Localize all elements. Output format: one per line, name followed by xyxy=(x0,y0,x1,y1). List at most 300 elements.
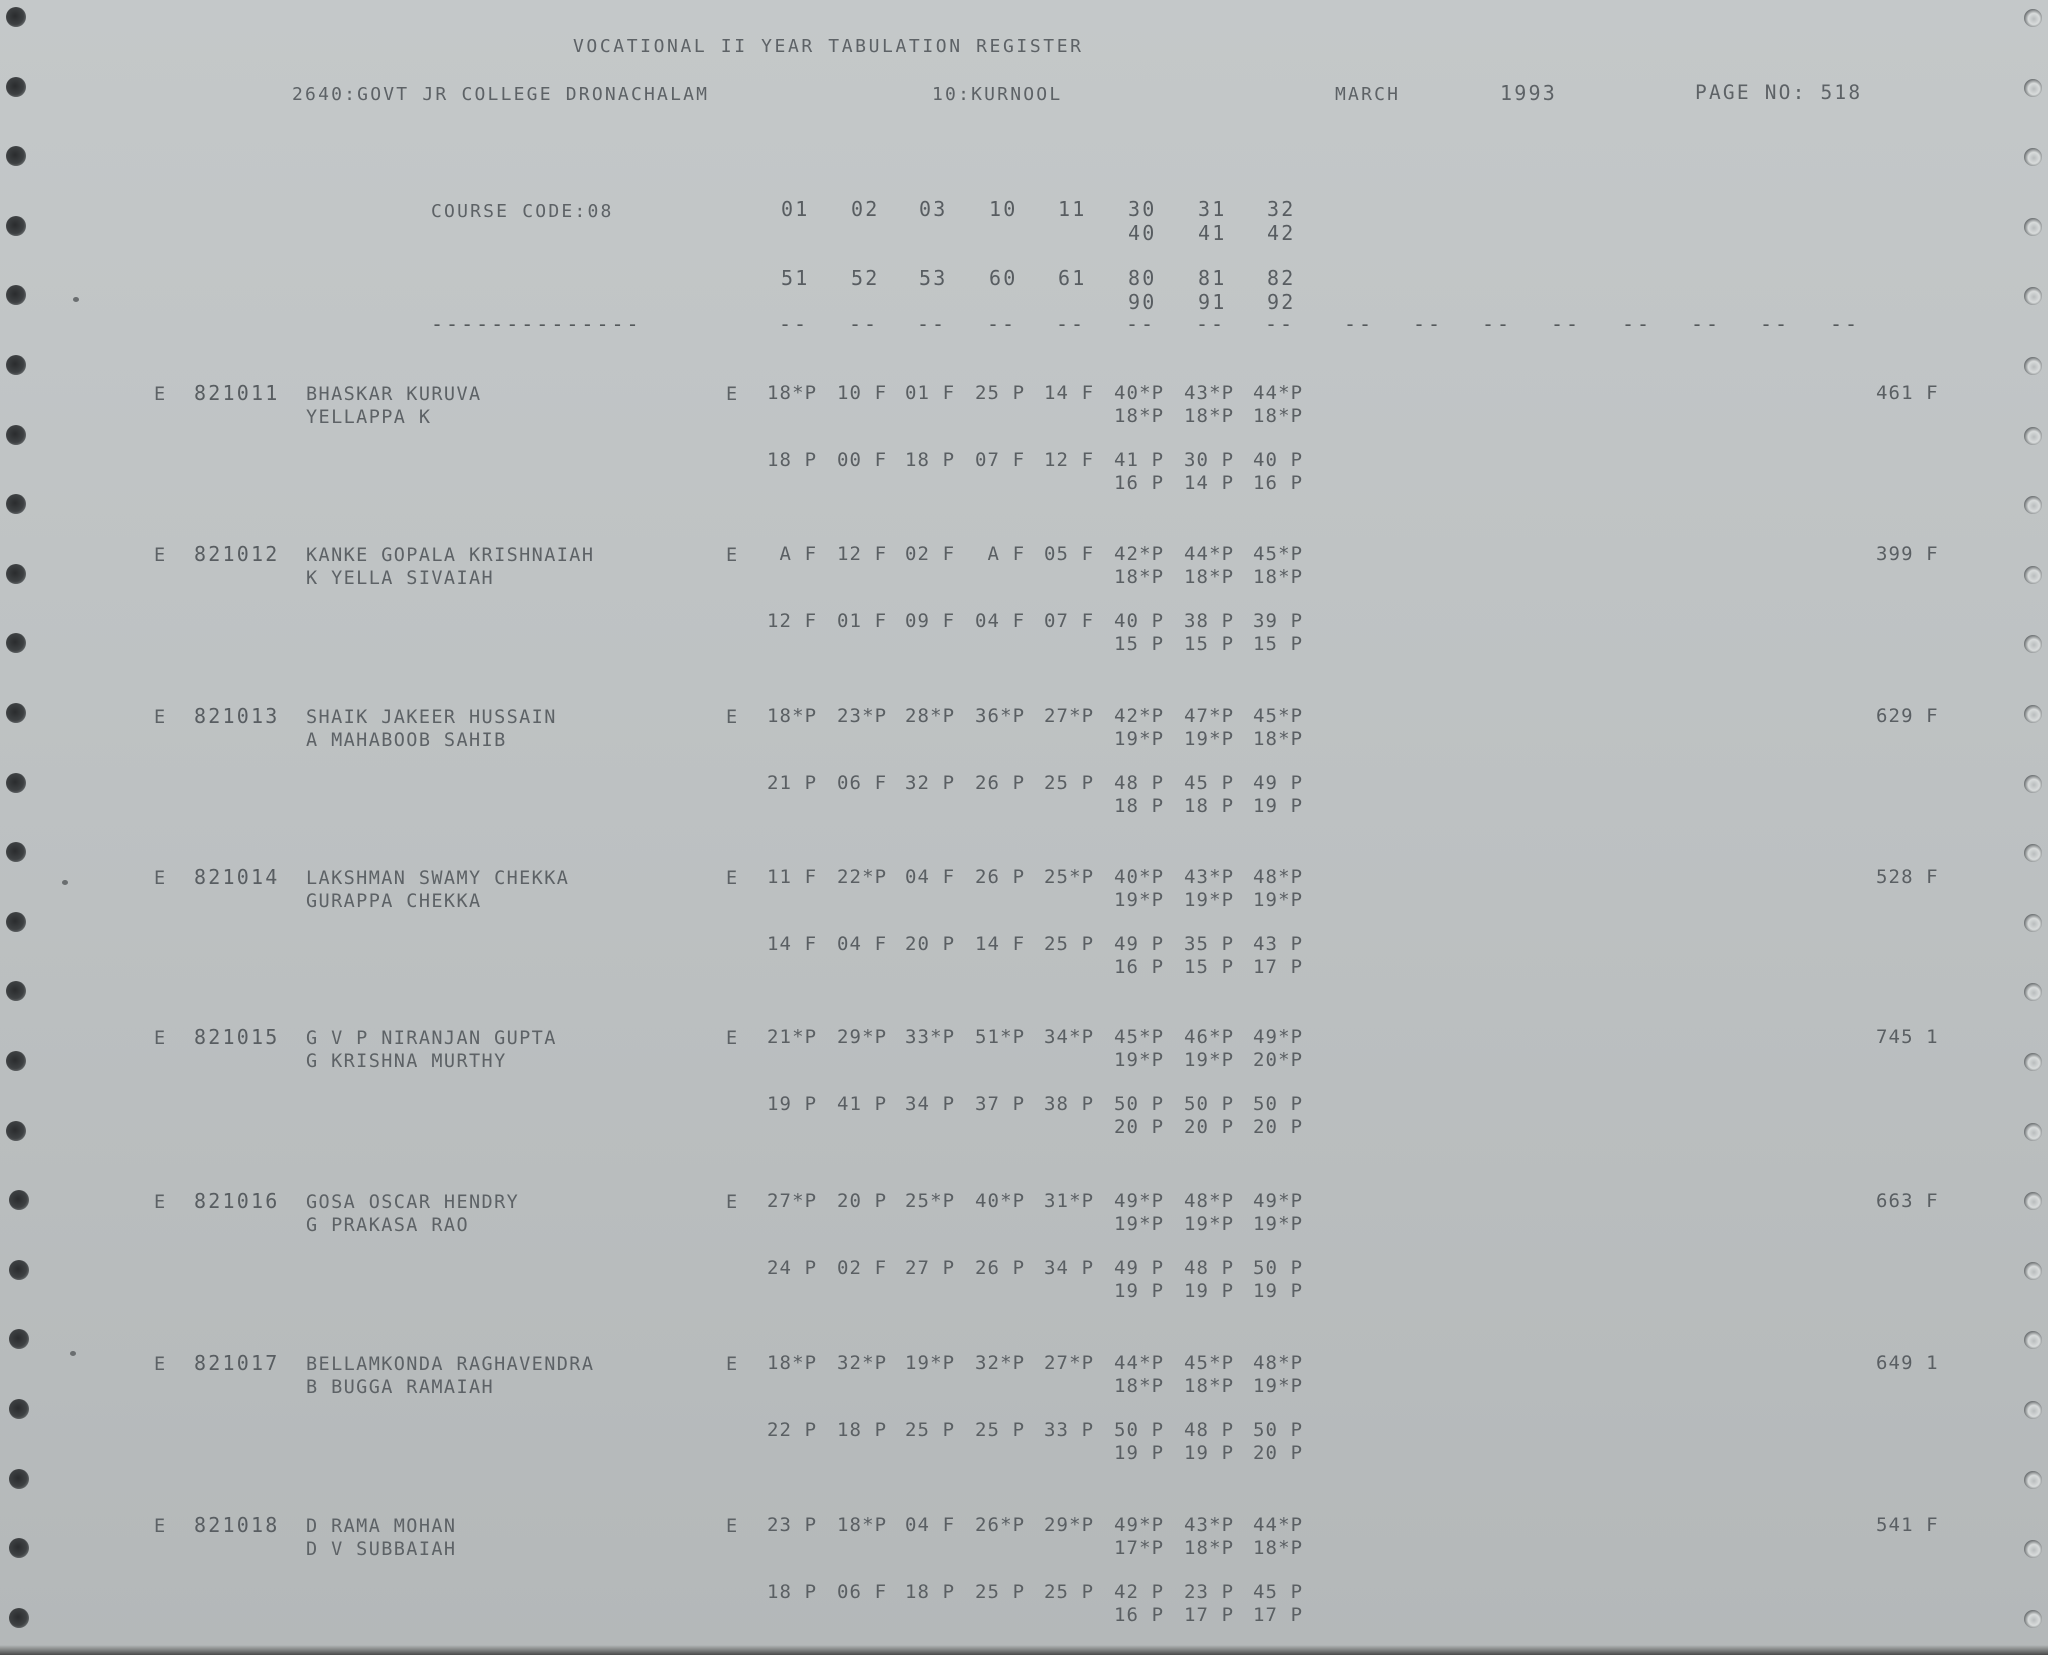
feed-hole xyxy=(6,1051,26,1071)
mark-cell: 49*P xyxy=(1253,1190,1304,1212)
feed-hole xyxy=(2024,1610,2042,1628)
mark-cell: 12 F xyxy=(767,610,818,632)
mark-cell: 19*P xyxy=(1114,1049,1165,1071)
mark-cell: 49 P xyxy=(1253,772,1304,794)
student-name: GOSA OSCAR HENDRY xyxy=(306,1192,520,1213)
feed-hole xyxy=(2024,218,2042,236)
feed-hole xyxy=(2024,427,2042,445)
mark-cell: 40*P xyxy=(975,1190,1026,1212)
mark-cell: 19*P xyxy=(1184,728,1235,750)
mark-cell: 18 P xyxy=(837,1419,888,1441)
mark-cell: 33 P xyxy=(1044,1419,1095,1441)
mark-cell: 32*P xyxy=(975,1352,1026,1374)
mark-cell: 20 P xyxy=(1184,1116,1235,1138)
course-subject-code: 40 xyxy=(1128,221,1157,245)
mark-cell: 18*P xyxy=(1184,1537,1235,1559)
mark-cell: 23 P xyxy=(1184,1581,1235,1603)
column-separator: -- xyxy=(917,312,948,336)
column-separator: -- xyxy=(1622,312,1653,336)
medium-code: E xyxy=(726,384,739,405)
result-flag: E xyxy=(154,1516,167,1537)
mark-cell: 20 P xyxy=(905,933,956,955)
mark-cell: 49 P xyxy=(1114,933,1165,955)
mark-cell: 38 P xyxy=(1184,610,1235,632)
feed-hole xyxy=(6,703,26,723)
mark-cell: 27 P xyxy=(905,1257,956,1279)
mark-cell: 46*P xyxy=(1184,1026,1235,1048)
feed-hole xyxy=(9,1260,29,1280)
mark-cell: 40 P xyxy=(1253,449,1304,471)
mark-cell: 36*P xyxy=(975,705,1026,727)
roll-number: 821013 xyxy=(194,704,280,728)
father-name: B BUGGA RAMAIAH xyxy=(306,1377,495,1398)
mark-cell: 42*P xyxy=(1114,705,1165,727)
mark-cell: 25 P xyxy=(975,1419,1026,1441)
mark-cell: 19 P xyxy=(1184,1280,1235,1302)
course-subject-code: 30 xyxy=(1128,197,1157,221)
mark-cell: 25*P xyxy=(1044,866,1095,888)
mark-cell: 38 P xyxy=(1044,1093,1095,1115)
course-subject-code: 90 xyxy=(1128,290,1157,314)
mark-cell: 50 P xyxy=(1114,1093,1165,1115)
mark-cell: 49*P xyxy=(1114,1514,1165,1536)
mark-cell: 44*P xyxy=(1253,382,1304,404)
feed-hole xyxy=(6,77,26,97)
mark-cell: 50 P xyxy=(1114,1419,1165,1441)
column-separator: -- xyxy=(1691,312,1722,336)
mark-cell: 19*P xyxy=(1114,889,1165,911)
feed-hole xyxy=(2024,1262,2042,1280)
feed-hole xyxy=(2024,1401,2042,1419)
medium-code: E xyxy=(726,1354,739,1375)
mark-cell: 18 P xyxy=(905,449,956,471)
mark-cell: 12 F xyxy=(1044,449,1095,471)
result-flag: E xyxy=(154,384,167,405)
mark-cell: 20 P xyxy=(1114,1116,1165,1138)
student-name: G V P NIRANJAN GUPTA xyxy=(306,1028,557,1049)
mark-cell: 19*P xyxy=(1253,1375,1304,1397)
roll-number: 821018 xyxy=(194,1513,280,1537)
column-separator: -- xyxy=(849,312,880,336)
course-subject-code: 01 xyxy=(781,197,810,221)
feed-hole xyxy=(9,1329,29,1349)
mark-cell: 18*P xyxy=(767,705,818,727)
mark-cell: 14 P xyxy=(1184,472,1235,494)
course-underline: -------------- xyxy=(431,312,642,336)
mark-cell: 16 P xyxy=(1253,472,1304,494)
mark-cell: 19 P xyxy=(1253,795,1304,817)
total-marks: 541 F xyxy=(1876,1514,1939,1536)
mark-cell: 19*P xyxy=(1253,1213,1304,1235)
column-separator: -- xyxy=(1265,312,1296,336)
mark-cell: 19*P xyxy=(1253,889,1304,911)
mark-cell: 01 F xyxy=(837,610,888,632)
feed-hole xyxy=(2024,775,2042,793)
total-marks: 629 F xyxy=(1876,705,1939,727)
column-separator: -- xyxy=(1830,312,1861,336)
mark-cell: 39 P xyxy=(1253,610,1304,632)
course-subject-code: 03 xyxy=(919,197,948,221)
course-subject-code: 52 xyxy=(851,266,880,290)
course-subject-code: 51 xyxy=(781,266,810,290)
mark-cell: 19*P xyxy=(1114,1213,1165,1235)
total-marks: 663 F xyxy=(1876,1190,1939,1212)
medium-code: E xyxy=(726,1192,739,1213)
mark-cell: 17 P xyxy=(1184,1604,1235,1626)
mark-cell: 50 P xyxy=(1184,1093,1235,1115)
student-name: LAKSHMAN SWAMY CHEKKA xyxy=(306,868,570,889)
feed-hole xyxy=(2024,705,2042,723)
mark-cell: 18*P xyxy=(1253,405,1304,427)
course-code: COURSE CODE:08 xyxy=(431,201,614,222)
feed-hole xyxy=(6,7,26,27)
mark-cell: 21 P xyxy=(767,772,818,794)
mark-cell: 25*P xyxy=(905,1190,956,1212)
father-name: K YELLA SIVAIAH xyxy=(306,568,495,589)
mark-cell: 11 F xyxy=(767,866,818,888)
paper-speck xyxy=(62,880,68,885)
mark-cell: 43*P xyxy=(1184,382,1235,404)
feed-hole xyxy=(6,285,26,305)
mark-cell: 27*P xyxy=(767,1190,818,1212)
column-separator: -- xyxy=(779,312,810,336)
mark-cell: 18 P xyxy=(1184,795,1235,817)
column-separator: -- xyxy=(1126,312,1157,336)
mark-cell: 26 P xyxy=(975,1257,1026,1279)
mark-cell: 25 P xyxy=(905,1419,956,1441)
mark-cell: 48 P xyxy=(1184,1419,1235,1441)
course-subject-code: 31 xyxy=(1198,197,1227,221)
mark-cell: 24 P xyxy=(767,1257,818,1279)
mark-cell: 32 P xyxy=(905,772,956,794)
feed-hole xyxy=(2024,566,2042,584)
mark-cell: 40*P xyxy=(1114,866,1165,888)
mark-cell: 18*P xyxy=(1114,405,1165,427)
father-name: G KRISHNA MURTHY xyxy=(306,1051,507,1072)
mark-cell: 15 P xyxy=(1184,633,1235,655)
mark-cell: 15 P xyxy=(1253,633,1304,655)
course-subject-code: 11 xyxy=(1058,197,1087,221)
feed-hole xyxy=(6,355,26,375)
mark-cell: 02 F xyxy=(905,543,956,565)
mark-cell: 18*P xyxy=(767,1352,818,1374)
mark-cell: 25 P xyxy=(1044,933,1095,955)
page-number: PAGE NO: 518 xyxy=(1695,81,1863,104)
mark-cell: 18*P xyxy=(1114,1375,1165,1397)
mark-cell: 14 F xyxy=(767,933,818,955)
mark-cell: 25 P xyxy=(975,1581,1026,1603)
mark-cell: 43*P xyxy=(1184,866,1235,888)
student-name: D RAMA MOHAN xyxy=(306,1516,457,1537)
mark-cell: 22*P xyxy=(837,866,888,888)
father-name: A MAHABOOB SAHIB xyxy=(306,730,507,751)
exam-year: 1993 xyxy=(1500,81,1557,105)
mark-cell: 42*P xyxy=(1114,543,1165,565)
mark-cell: 09 F xyxy=(905,610,956,632)
mark-cell: 26*P xyxy=(975,1514,1026,1536)
mark-cell: 14 F xyxy=(975,933,1026,955)
feed-hole xyxy=(2024,9,2042,27)
mark-cell: 19*P xyxy=(1184,889,1235,911)
mark-cell: 17 P xyxy=(1253,956,1304,978)
medium-code: E xyxy=(726,868,739,889)
mark-cell: 34*P xyxy=(1044,1026,1095,1048)
mark-cell: 07 F xyxy=(1044,610,1095,632)
feed-hole xyxy=(2024,635,2042,653)
mark-cell: 44*P xyxy=(1114,1352,1165,1374)
total-marks: 461 F xyxy=(1876,382,1939,404)
feed-hole xyxy=(6,1121,26,1141)
feed-hole xyxy=(9,1190,29,1210)
mark-cell: 06 F xyxy=(837,1581,888,1603)
feed-hole xyxy=(9,1608,29,1628)
mark-cell: 19*P xyxy=(1114,728,1165,750)
mark-cell: 25 P xyxy=(1044,1581,1095,1603)
mark-cell: 19 P xyxy=(767,1093,818,1115)
feed-hole xyxy=(6,564,26,584)
mark-cell: 19*P xyxy=(1184,1049,1235,1071)
mark-cell: 19 P xyxy=(1253,1280,1304,1302)
feed-hole xyxy=(2024,79,2042,97)
feed-hole xyxy=(6,633,26,653)
feed-hole xyxy=(9,1469,29,1489)
roll-number: 821012 xyxy=(194,542,280,566)
mark-cell: 31*P xyxy=(1044,1190,1095,1212)
feed-hole xyxy=(6,146,26,166)
mark-cell: 20 P xyxy=(1253,1442,1304,1464)
mark-cell: 27*P xyxy=(1044,705,1095,727)
mark-cell: 04 F xyxy=(905,1514,956,1536)
mark-cell: 37 P xyxy=(975,1093,1026,1115)
mark-cell: 16 P xyxy=(1114,956,1165,978)
mark-cell: 18*P xyxy=(1184,1375,1235,1397)
mark-cell: 25 P xyxy=(975,382,1026,404)
mark-cell: 27*P xyxy=(1044,1352,1095,1374)
column-separator: -- xyxy=(1413,312,1444,336)
mark-cell: 17 P xyxy=(1253,1604,1304,1626)
feed-hole xyxy=(6,912,26,932)
mark-cell: 02 F xyxy=(837,1257,888,1279)
mark-cell: 05 F xyxy=(1044,543,1095,565)
feed-hole xyxy=(6,425,26,445)
mark-cell: 07 F xyxy=(975,449,1026,471)
column-separator: -- xyxy=(1760,312,1791,336)
mark-cell: 47*P xyxy=(1184,705,1235,727)
medium-code: E xyxy=(726,1028,739,1049)
mark-cell: 32*P xyxy=(837,1352,888,1374)
mark-cell: 51*P xyxy=(975,1026,1026,1048)
course-subject-code: 42 xyxy=(1267,221,1296,245)
mark-cell: 43 P xyxy=(1253,933,1304,955)
mark-cell: 48*P xyxy=(1253,1352,1304,1374)
mark-cell: A F xyxy=(767,543,818,565)
mark-cell: 35 P xyxy=(1184,933,1235,955)
column-separator: -- xyxy=(1344,312,1375,336)
mark-cell: 20*P xyxy=(1253,1049,1304,1071)
result-flag: E xyxy=(154,545,167,566)
mark-cell: 18*P xyxy=(837,1514,888,1536)
mark-cell: 25 P xyxy=(1044,772,1095,794)
feed-hole xyxy=(2024,844,2042,862)
feed-hole xyxy=(9,1538,29,1558)
mark-cell: 48*P xyxy=(1184,1190,1235,1212)
mark-cell: 04 F xyxy=(975,610,1026,632)
mark-cell: 19*P xyxy=(905,1352,956,1374)
mark-cell: 50 P xyxy=(1253,1419,1304,1441)
roll-number: 821016 xyxy=(194,1189,280,1213)
course-subject-code: 41 xyxy=(1198,221,1227,245)
feed-hole xyxy=(2024,983,2042,1001)
mark-cell: 34 P xyxy=(905,1093,956,1115)
mark-cell: 18*P xyxy=(1253,1537,1304,1559)
feed-hole xyxy=(2024,287,2042,305)
roll-number: 821014 xyxy=(194,865,280,889)
father-name: D V SUBBAIAH xyxy=(306,1539,457,1560)
mark-cell: 49*P xyxy=(1253,1026,1304,1048)
mark-cell: 23*P xyxy=(837,705,888,727)
result-flag: E xyxy=(154,1192,167,1213)
column-separator: -- xyxy=(1551,312,1582,336)
medium-code: E xyxy=(726,707,739,728)
mark-cell: 22 P xyxy=(767,1419,818,1441)
roll-number: 821015 xyxy=(194,1025,280,1049)
medium-code: E xyxy=(726,545,739,566)
course-subject-code: 91 xyxy=(1198,290,1227,314)
mark-cell: 26 P xyxy=(975,772,1026,794)
mark-cell: 45*P xyxy=(1253,543,1304,565)
result-flag: E xyxy=(154,1354,167,1375)
mark-cell: 18*P xyxy=(1253,728,1304,750)
course-subject-code: 60 xyxy=(989,266,1018,290)
exam-month: MARCH xyxy=(1335,84,1401,105)
mark-cell: 20 P xyxy=(1253,1116,1304,1138)
mark-cell: 20 P xyxy=(837,1190,888,1212)
result-flag: E xyxy=(154,868,167,889)
mark-cell: 18 P xyxy=(1114,795,1165,817)
feed-hole xyxy=(9,1399,29,1419)
medium-code: E xyxy=(726,1516,739,1537)
mark-cell: 44*P xyxy=(1184,543,1235,565)
feed-hole xyxy=(2024,1331,2042,1349)
result-flag: E xyxy=(154,707,167,728)
feed-hole xyxy=(2024,1192,2042,1210)
mark-cell: 40*P xyxy=(1114,382,1165,404)
mark-cell: 18 P xyxy=(767,449,818,471)
paper-speck xyxy=(70,1351,76,1356)
mark-cell: 34 P xyxy=(1044,1257,1095,1279)
feed-hole xyxy=(6,494,26,514)
mark-cell: 01 F xyxy=(905,382,956,404)
mark-cell: 18*P xyxy=(1184,566,1235,588)
mark-cell: 48*P xyxy=(1253,866,1304,888)
course-subject-code: 53 xyxy=(919,266,948,290)
mark-cell: 48 P xyxy=(1114,772,1165,794)
mark-cell: 45*P xyxy=(1184,1352,1235,1374)
student-name: KANKE GOPALA KRISHNAIAH xyxy=(306,545,595,566)
mark-cell: 15 P xyxy=(1184,956,1235,978)
feed-hole xyxy=(2024,148,2042,166)
mark-cell: 00 F xyxy=(837,449,888,471)
mark-cell: 14 F xyxy=(1044,382,1095,404)
mark-cell: 23 P xyxy=(767,1514,818,1536)
student-name: BHASKAR KURUVA xyxy=(306,384,482,405)
course-subject-code: 10 xyxy=(989,197,1018,221)
course-subject-code: 61 xyxy=(1058,266,1087,290)
mark-cell: 41 P xyxy=(1114,449,1165,471)
mark-cell: 04 F xyxy=(905,866,956,888)
mark-cell: 19 P xyxy=(1184,1442,1235,1464)
mark-cell: 06 F xyxy=(837,772,888,794)
mark-cell: 18 P xyxy=(767,1581,818,1603)
mark-cell: 29*P xyxy=(1044,1514,1095,1536)
mark-cell: 26 P xyxy=(975,866,1026,888)
mark-cell: 18*P xyxy=(767,382,818,404)
mark-cell: 17*P xyxy=(1114,1537,1165,1559)
roll-number: 821017 xyxy=(194,1351,280,1375)
column-separator: -- xyxy=(987,312,1018,336)
mark-cell: 18*P xyxy=(1253,566,1304,588)
student-name: BELLAMKONDA RAGHAVENDRA xyxy=(306,1354,595,1375)
mark-cell: 41 P xyxy=(837,1093,888,1115)
column-separator: -- xyxy=(1056,312,1087,336)
mark-cell: 49*P xyxy=(1114,1190,1165,1212)
total-marks: 528 F xyxy=(1876,866,1939,888)
mark-cell: 15 P xyxy=(1114,633,1165,655)
mark-cell: 16 P xyxy=(1114,472,1165,494)
mark-cell: 18*P xyxy=(1114,566,1165,588)
column-separator: -- xyxy=(1196,312,1227,336)
total-marks: 745 1 xyxy=(1876,1026,1939,1048)
feed-hole xyxy=(2024,357,2042,375)
feed-hole xyxy=(6,981,26,1001)
feed-hole xyxy=(6,216,26,236)
paper-speck xyxy=(73,297,79,302)
feed-hole xyxy=(2024,1123,2042,1141)
feed-hole xyxy=(2024,496,2042,514)
mark-cell: 40 P xyxy=(1114,610,1165,632)
father-name: GURAPPA CHEKKA xyxy=(306,891,482,912)
mark-cell: 45 P xyxy=(1184,772,1235,794)
mark-cell: 16 P xyxy=(1114,1604,1165,1626)
mark-cell: 19 P xyxy=(1114,1280,1165,1302)
total-marks: 649 1 xyxy=(1876,1352,1939,1374)
mark-cell: 45*P xyxy=(1253,705,1304,727)
mark-cell: 43*P xyxy=(1184,1514,1235,1536)
roll-number: 821011 xyxy=(194,381,280,405)
feed-hole xyxy=(6,842,26,862)
mark-cell: 10 F xyxy=(837,382,888,404)
feed-hole xyxy=(2024,914,2042,932)
mark-cell: 19 P xyxy=(1114,1442,1165,1464)
register-title: VOCATIONAL II YEAR TABULATION REGISTER xyxy=(573,36,1084,57)
mark-cell: 44*P xyxy=(1253,1514,1304,1536)
mark-cell: 29*P xyxy=(837,1026,888,1048)
father-name: G PRAKASA RAO xyxy=(306,1215,469,1236)
feed-hole xyxy=(2024,1471,2042,1489)
course-subject-code: 81 xyxy=(1198,266,1227,290)
mark-cell: 04 F xyxy=(837,933,888,955)
mark-cell: 45 P xyxy=(1253,1581,1304,1603)
mark-cell: 50 P xyxy=(1253,1257,1304,1279)
total-marks: 399 F xyxy=(1876,543,1939,565)
mark-cell: 21*P xyxy=(767,1026,818,1048)
mark-cell: 18 P xyxy=(905,1581,956,1603)
father-name: YELLAPPA K xyxy=(306,407,432,428)
mark-cell: 42 P xyxy=(1114,1581,1165,1603)
mark-cell: 18*P xyxy=(1184,405,1235,427)
student-name: SHAIK JAKEER HUSSAIN xyxy=(306,707,557,728)
course-subject-code: 80 xyxy=(1128,266,1157,290)
